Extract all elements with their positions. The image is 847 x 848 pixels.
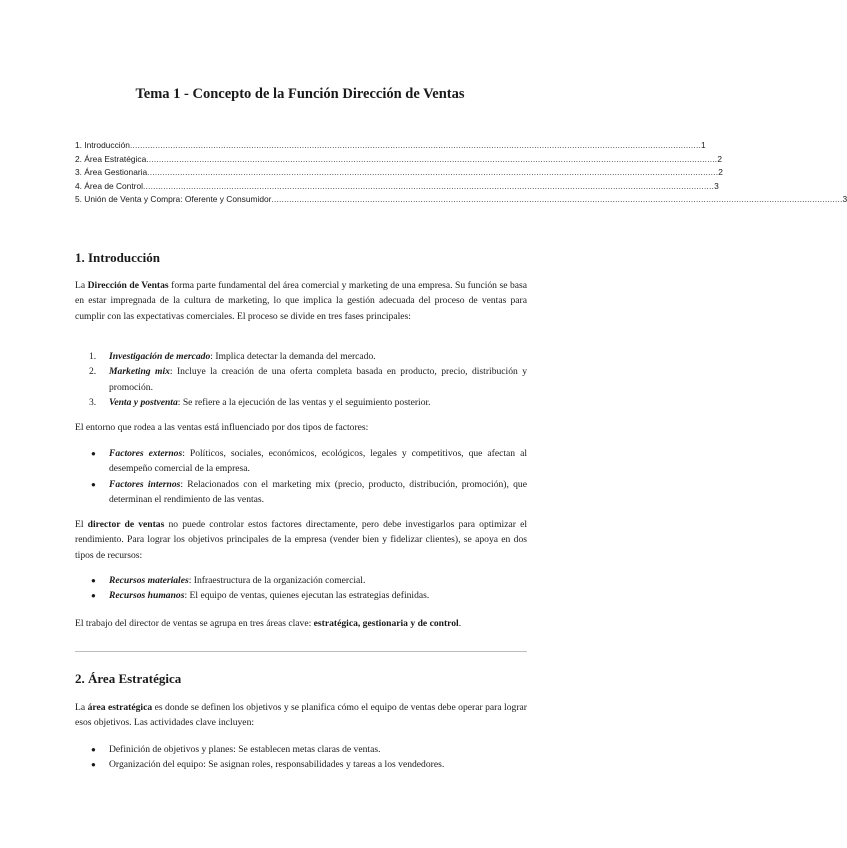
bold-term: área estratégica (87, 702, 153, 713)
bullet-icon: ● (91, 591, 96, 601)
section-heading-introduccion: 1. Introducción (75, 250, 160, 265)
factors-list (75, 446, 527, 508)
toc-entry-page: 2 (718, 167, 723, 178)
list-item-text: : Infraestructura de la organización comercial. (188, 575, 366, 586)
bold-term: Factores externos (109, 448, 183, 459)
bullet-icon: ● (91, 479, 96, 489)
text-run: El (75, 519, 88, 530)
toc-leader: .................................................................................................................................................................................................................................. (146, 153, 718, 164)
bold-term: Marketing mix (109, 366, 170, 378)
toc-entry[interactable] (75, 194, 847, 208)
list-item-text: : Implica detectar la demanda del mercado. (210, 351, 376, 362)
toc-entry-page: 2 (717, 153, 722, 164)
toc-leader: .................................................................................................................................................................................................................................. (142, 180, 715, 191)
director-paragraph (75, 517, 527, 563)
toc-entry-label: 3. Área Gestionaria (75, 167, 148, 178)
list-item-text: : Políticos, sociales, económicos, ecológicos, legales y competitivos, que afectan al desempeño comercial de la empresa. (109, 448, 528, 475)
intro-paragraph (75, 278, 527, 324)
bold-term: Recursos humanos (109, 590, 185, 602)
bold-term: estratégica, gestionaria y de control (313, 618, 459, 629)
list-number: 3. (89, 397, 97, 409)
toc-entry[interactable] (75, 153, 722, 168)
toc-entry[interactable] (75, 140, 706, 154)
bullet-icon: ● (91, 576, 96, 585)
list-item (75, 395, 527, 410)
list-number: 2. (89, 366, 97, 378)
text-run: es donde se definen los objetivos y se planifica cómo el equipo de ventas debe operar para lograr esos objetivos. Las actividades clave incluyen: (75, 702, 527, 729)
text-run: La (75, 702, 88, 713)
list-item (75, 742, 527, 757)
toc-leader: .................................................................................................................................................................................................................................. (147, 167, 719, 178)
toc-entry[interactable] (75, 167, 723, 181)
list-item-text: : Se refiere a la ejecución de las ventas y el seguimiento posterior. (177, 397, 431, 409)
document-title: Tema 1 - Concepto de la Función Dirección de Ventas (135, 86, 465, 102)
list-item (75, 588, 527, 603)
section-heading-area-estrategica: 2. Área Estratégica (75, 671, 182, 686)
list-item (75, 349, 527, 364)
toc-entry-page: 1 (701, 140, 706, 150)
list-item (75, 477, 527, 508)
toc-entry-label: 4. Área de Control (75, 180, 143, 191)
table-of-contents (75, 140, 847, 208)
list-item-text: : El equipo de ventas, quienes ejecutan las estrategias definidas. (184, 590, 430, 602)
bold-term: director de ventas (87, 519, 165, 530)
text-run: . (458, 618, 462, 629)
resources-list (75, 573, 527, 604)
bold-term: Factores internos (109, 478, 181, 490)
section-divider (75, 651, 527, 652)
bold-term: Dirección de Ventas (87, 280, 169, 291)
list-item-text: Definición de objetivos y planes: Se establecen metas claras de ventas. (109, 744, 381, 755)
bold-term: Venta y postventa (109, 397, 178, 409)
list-item-text: : Incluye la creación de una oferta completa basada en producto, precio, distribución y promoción. (109, 366, 527, 393)
toc-leader: .................................................................................................................................................................................................................................. (271, 194, 843, 205)
bullet-icon: ● (91, 760, 96, 770)
strategic-paragraph (75, 700, 527, 731)
toc-entry[interactable] (75, 180, 719, 195)
list-item (75, 446, 527, 477)
list-number: 1. (89, 351, 97, 362)
list-item (75, 364, 527, 395)
text-run: forma parte fundamental del área comercial y marketing de una empresa. Su función se basa en estar impregnada de la cultura de marketing, lo que implica la gestión adecuada del proceso de ventas para cumplir con las expectativas comerciales. El proceso se divide en tres fases principales: (75, 280, 527, 322)
toc-entry-label: 5. Unión de Venta y Compra: Oferente y Consumidor (75, 194, 272, 205)
factors-intro-paragraph: El entorno que rodea a las ventas está influenciado por dos tipos de factores: (75, 422, 369, 433)
text-run: El trabajo del director de ventas se agrupa en tres áreas clave: (75, 618, 314, 629)
list-item-text: Organización del equipo: Se asignan roles, responsabilidades y tareas a los vendedores. (109, 759, 445, 771)
bullet-icon: ● (91, 449, 96, 458)
toc-entry-page: 3 (714, 180, 719, 191)
toc-entry-page: 3 (842, 194, 847, 205)
text-run: La (75, 280, 88, 291)
list-item-text: : Relacionados con el marketing mix (precio, producto, distribución, promoción), que determinan el rendimiento de las ventas. (109, 478, 527, 506)
toc-entry-label: 1. Introducción (75, 140, 130, 150)
list-item (75, 573, 527, 588)
bold-term: Recursos materiales (109, 575, 189, 586)
bold-term: Investigación de mercado (109, 351, 211, 362)
toc-entry-label: 2. Área Estratégica (75, 153, 147, 164)
areas-paragraph (75, 616, 527, 631)
phases-list (75, 349, 527, 411)
toc-leader: .................................................................................................................................................................................................................................. (129, 140, 702, 150)
bullet-icon: ● (91, 745, 96, 754)
list-item (75, 757, 527, 772)
text-run: no puede controlar estos factores directamente, pero debe investigarlos para optimizar el rendimiento. Para lograr los objetivos principales de la empresa (vender bien y fidelizar clientes), se apoya en dos tipos de recursos: (75, 519, 527, 561)
activities-list (75, 742, 527, 773)
